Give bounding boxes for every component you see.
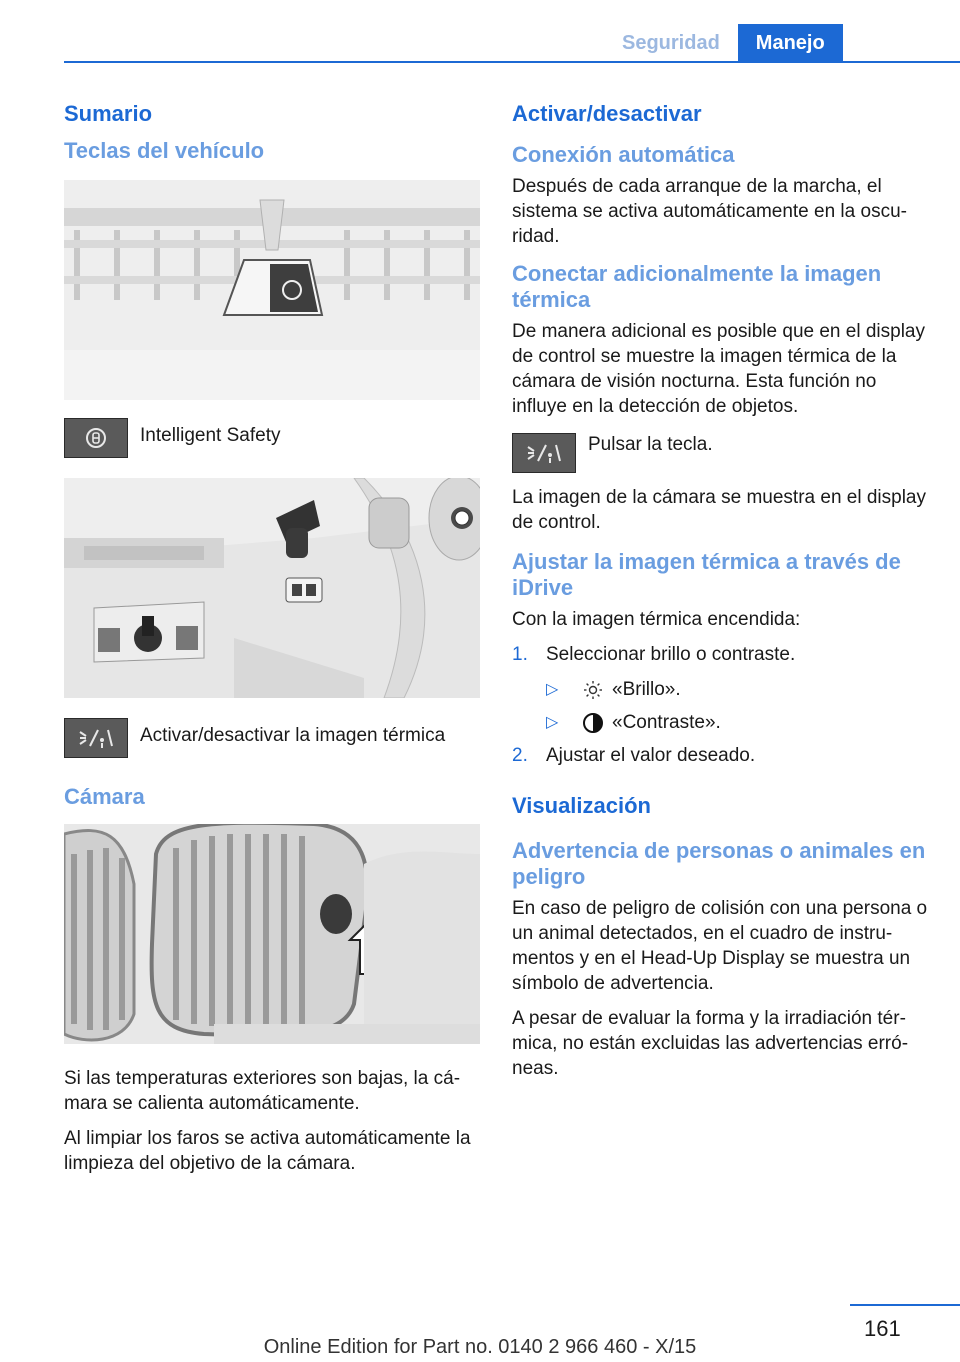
- header-tabs: [604, 24, 843, 62]
- option-list: [546, 677, 932, 735]
- subheading-conectar-imagen: Conectar adicionalmente la imagen térmica: [512, 261, 882, 312]
- false-warning-text: A pesar de evaluar la forma y la irradiación térmica, no están excluidas las advertencias erróneas.: [512, 1008, 909, 1079]
- thermal-on-text: Con la imagen térmica encendida:: [512, 609, 801, 630]
- right-column: [512, 100, 932, 1091]
- key-label-intelligent-safety: Intelligent Safety: [140, 425, 281, 446]
- key-label-thermal: Activar/desactivar la imagen térmica: [140, 725, 446, 746]
- adjust-steps: [512, 642, 932, 667]
- left-column: [64, 100, 480, 1186]
- step-text: Seleccionar brillo o contraste.: [546, 644, 796, 665]
- adjust-steps-2: [512, 743, 932, 768]
- camera-display-text: La imagen de la cámara se muestra en el display de control.: [512, 487, 927, 533]
- auto-connect-text: Después de cada arranque de la marcha, el sistema se activa automáticamente en la oscuridad.: [512, 176, 907, 247]
- step-item: [512, 743, 932, 768]
- section-title-visualizacion: Visualización: [512, 793, 651, 818]
- subheading-conexion: Conexión automática: [512, 142, 735, 167]
- footer-edition: Online Edition for Part no. 0140 2 966 460 - X/15: [263, 1336, 697, 1358]
- footer-rule: [850, 1304, 960, 1306]
- press-key-label: Pulsar la tecla.: [588, 434, 713, 455]
- kidney-grille-photo: [64, 824, 480, 1044]
- tab-seguridad[interactable]: Seguridad: [622, 32, 720, 54]
- step-number: 2.: [512, 745, 528, 766]
- subheading-ajustar-idrive: Ajustar la imagen térmica a través de iDrive: [512, 549, 901, 600]
- warning-text: En caso de peligro de colisión con una persona o un animal detectados, en el cuadro de instrumentos y en el Head-Up Display se muestra un símbolo de advertencia.: [512, 898, 928, 994]
- subheading-teclas: Teclas del vehículo: [64, 138, 265, 163]
- option-item-contraste: [546, 710, 932, 735]
- key-row-intelligent-safety: [64, 418, 480, 458]
- page-number: 161: [864, 1316, 901, 1341]
- bullet-triangle-icon: ▷: [546, 714, 559, 731]
- tab-manejo[interactable]: Manejo: [738, 24, 843, 62]
- section-title-activar: Activar/desactivar: [512, 101, 702, 126]
- contrast-icon: [582, 712, 604, 734]
- camera-cleaning-text: Al limpiar los faros se activa automáticamente la limpieza del objetivo de la cámara.: [64, 1128, 471, 1174]
- night-vision-button-icon: [64, 718, 128, 758]
- subheading-camara: Cámara: [64, 784, 145, 809]
- brightness-icon: [582, 679, 604, 701]
- dashboard-button-photo: [64, 180, 480, 400]
- camera-heating-text: Si las temperaturas exteriores son bajas, la cámara se calienta automáticamente.: [64, 1068, 461, 1114]
- night-vision-button-icon-2: [512, 433, 576, 473]
- thermal-extra-text: De manera adicional es posible que en el display de control se muestre la imagen térmica de la cámara de visión nocturna. Esta función no influye en la detección de objetos.: [512, 321, 925, 417]
- option-label-contraste: «Contraste».: [612, 712, 721, 733]
- key-row-thermal: [64, 718, 480, 758]
- step-text: Ajustar el valor deseado.: [546, 745, 756, 766]
- key-row-press: [512, 433, 932, 473]
- bullet-triangle-icon: ▷: [546, 681, 559, 698]
- section-title-sumario: Sumario: [64, 101, 153, 126]
- option-label-brillo: «Brillo».: [612, 679, 681, 700]
- intelligent-safety-button-icon: [64, 418, 128, 458]
- subheading-advertencia: Advertencia de personas o animales en peligro: [512, 838, 926, 889]
- steering-area-photo: [64, 478, 480, 698]
- step-number: 1.: [512, 644, 528, 665]
- header-rule: [64, 61, 960, 63]
- step-item: [512, 642, 932, 667]
- option-item-brillo: [546, 677, 932, 702]
